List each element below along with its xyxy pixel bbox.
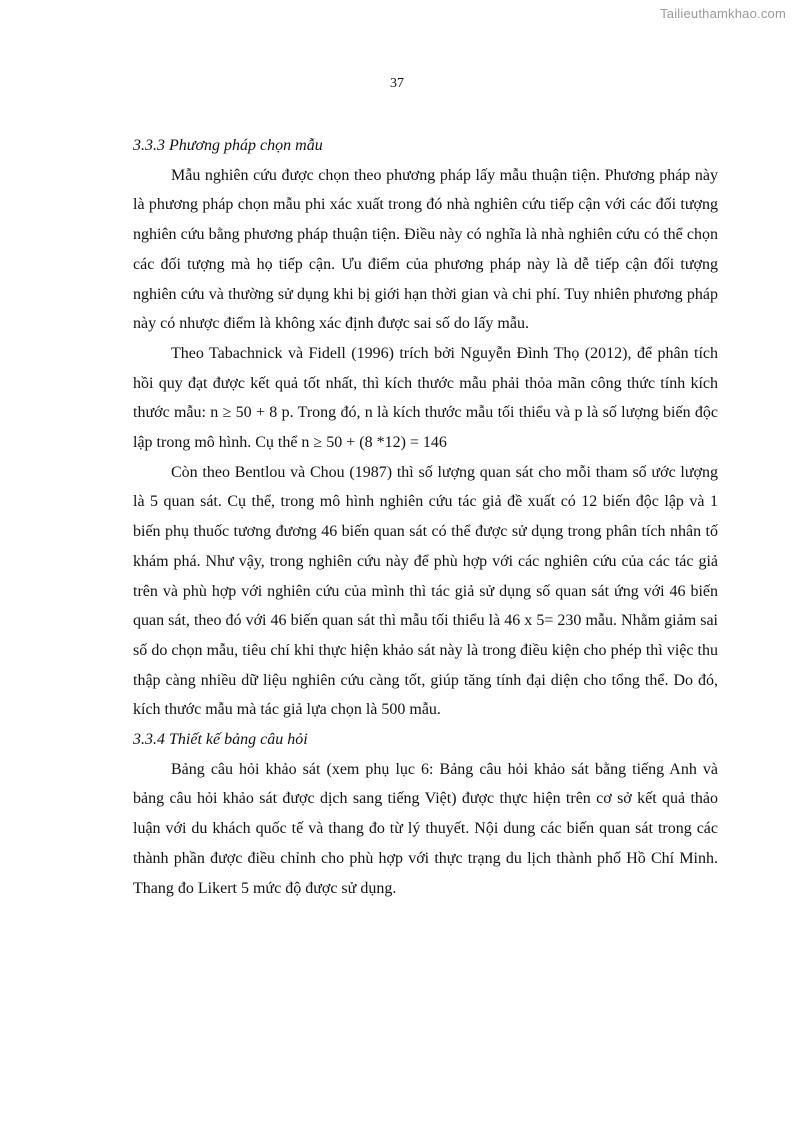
paragraph: Bảng câu hỏi khảo sát (xem phụ lục 6: Bảng câu hỏi khảo sát bằng tiếng Anh và bảng câu hỏi khảo sát được dịch sang tiếng Việt) được thực hiện trên cơ sở kết quả thảo luận với du khách quốc tế và thang đo từ lý thuyết. Nội dung các biến quan sát trong các thành phần được điều chỉnh cho phù hợp với thực trạng du lịch thành phố Hồ Chí Minh. Thang đo Likert 5 mức độ được sử dụng. — [133, 760, 718, 897]
document-body — [133, 131, 718, 903]
watermark-text: Tailieuthamkhao.com — [660, 6, 786, 21]
paragraph: Theo Tabachnick và Fidell (1996) trích bởi Nguyễn Đình Thọ (2012), để phân tích hồi quy đạt được kết quả tốt nhất, thì kích thước mẫu phải thỏa mãn công thức tính kích thước mẫu: n ≥ 50 + 8 p. Trong đó, n là kích thước mẫu tối thiểu và p là số lượng biến độc lập trong mô hình. Cụ thể n ≥ 50 + (8 *12) = 146 — [133, 344, 718, 452]
section-heading-3-3-3: 3.3.3 Phương pháp chọn mẫu — [133, 137, 323, 154]
section-heading-3-3-4: 3.3.4 Thiết kế bảng câu hỏi — [133, 731, 308, 749]
page-number: 37 — [390, 76, 404, 91]
paragraph: Còn theo Bentlou và Chou (1987) thì số lượng quan sát cho mỗi tham số ước lượng là 5 quan sát. Cụ thể, trong mô hình nghiên cứu tác giả đề xuất có 12 biến độc lập và 1 biến phụ thuốc tương đương 46 biến quan sát có thể được sử dụng trong phân tích nhân tố khám phá. Như vậy, trong nghiên cứu này để phù hợp với các nghiên cứu của các tác giả trên và phù hợp với nghiên cứu của mình thì tác giả sử dụng số quan sát ứng với 46 biến quan sát, theo đó với 46 biến quan sát thì mẫu tối thiểu là 46 x 5= 230 mẫu. Nhằm giảm sai số do chọn mẫu, tiêu chí khi thực hiện khảo sát này là trong điều kiện cho phép thì việc thu thập càng nhiều dữ liệu nghiên cứu càng tốt, giúp tăng tính đại diện cho tổng thể. Do đó, kích thước mẫu mà tác giả lựa chọn là 500 mẫu. — [133, 463, 718, 719]
paragraph: Mẫu nghiên cứu được chọn theo phương pháp lấy mẫu thuận tiện. Phương pháp này là phương pháp chọn mẫu phi xác xuất trong đó nhà nghiên cứu tiếp cận với các đối tượng nghiên cứu bằng phương pháp thuận tiện. Điều này có nghĩa là nhà nghiên cứu có thể chọn các đối tượng mà họ tiếp cận. Ưu điểm của phương pháp này là dễ tiếp cận đối tượng nghiên cứu và thường sử dụng khi bị giới hạn thời gian và chi phí. Tuy nhiên phương pháp này có nhược điểm là không xác định được sai số do lấy mẫu. — [133, 166, 718, 333]
